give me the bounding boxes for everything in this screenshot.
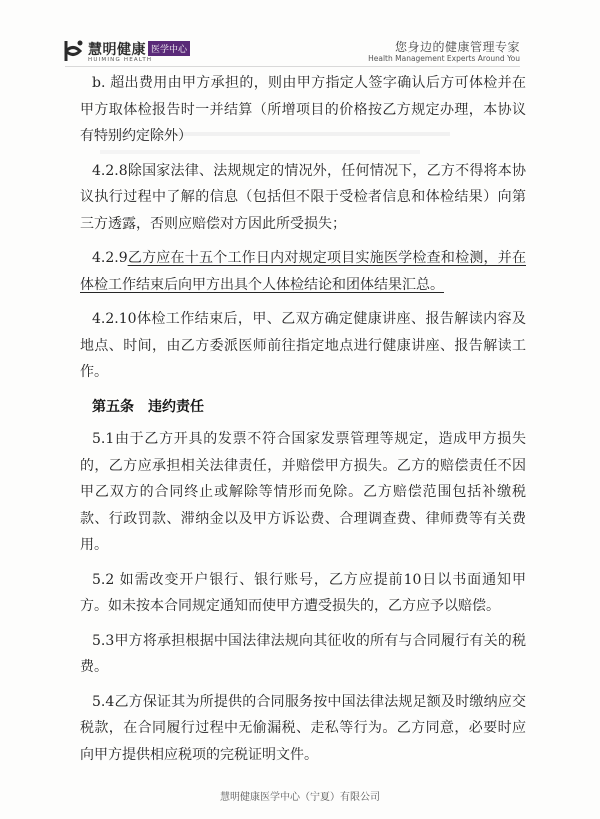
tagline-cn: 您身边的健康管理专家 — [394, 40, 520, 54]
tagline-en: Health Management Experts Around You — [368, 54, 520, 63]
clause-4-2-9-paragraph — [80, 245, 526, 298]
page-footer: 慧明健康医学中心（宁夏）有限公司 — [220, 792, 380, 803]
clause-5-4-paragraph: 5.4乙方保证其为所提供的合同服务按中国法律法规足额及时缴纳应交税款，在合同履行过程中无偷漏税、走私等行为。乙方同意，必要时应向甲方提供相应税项的完税证明文件。 — [80, 693, 526, 763]
page-header — [0, 0, 600, 66]
clause-5-1-paragraph: 5.1由于乙方开具的发票不符合国家发票管理等规定，造成甲方损失的，乙方应承担相关法律责任，并赔偿甲方损失。乙方的赔偿责任不因甲乙双方的合同终止或解除等情形而免除。乙方赔偿范围包括补缴税款、行政罚款、滞纳金以及甲方诉讼费、合理调查费、律师费等有关费用。 — [80, 431, 526, 553]
clause-4-2-8-paragraph: 4.2.8除国家法律、法规规定的情况外，任何情况下，乙方不得将本协议执行过程中了解的信息（包括但不限于受检者信息和体检结果）向第三方透露，否则应赔偿对方因此所受损失； — [80, 162, 526, 232]
clause-4-2-10-paragraph: 4.2.10体检工作结束后，甲、乙双方确定健康讲座、报告解读内容及地点、时间，由乙方委派医师前往指定地点进行健康讲座、报告解读工作。 — [80, 311, 526, 380]
underlined-clause-text: 乙方应在十五个工作日内对规定项目实施医学检查和检测，并在体检工作结束后向甲方出具个人体检结论和团体结果汇总。 — [80, 250, 526, 293]
brand-badge: 医学中心 — [148, 41, 190, 56]
document-body — [80, 70, 526, 776]
logo-mark-icon — [63, 38, 85, 64]
clause-b-paragraph: b. 超出费用由甲方承担的，则由甲方指定人签字确认后方可体检并在甲方取体检报告时一并结算（所增项目的价格按乙方规定办理，本协议有特别约定除外） — [80, 75, 526, 144]
section-title: 第五条 违约责任 — [92, 398, 204, 415]
clause-5-2-paragraph: 5.2 如需改变开户银行、银行账号，乙方应提前10日以书面通知甲方。如未按本合同规定通知而使甲方遭受损失的，乙方应予以赔偿。 — [80, 571, 526, 614]
header-divider — [65, 66, 520, 67]
brand-name-en: HUIMING HEALTH — [88, 57, 153, 63]
clause-5-3-paragraph: 5.3甲方将承担根据中国法律法规向其征收的所有与合同履行有关的税费。 — [80, 632, 526, 675]
clause-number: 4.2.9 — [92, 250, 128, 266]
brand-name-cn: 慧明健康 — [88, 42, 146, 58]
